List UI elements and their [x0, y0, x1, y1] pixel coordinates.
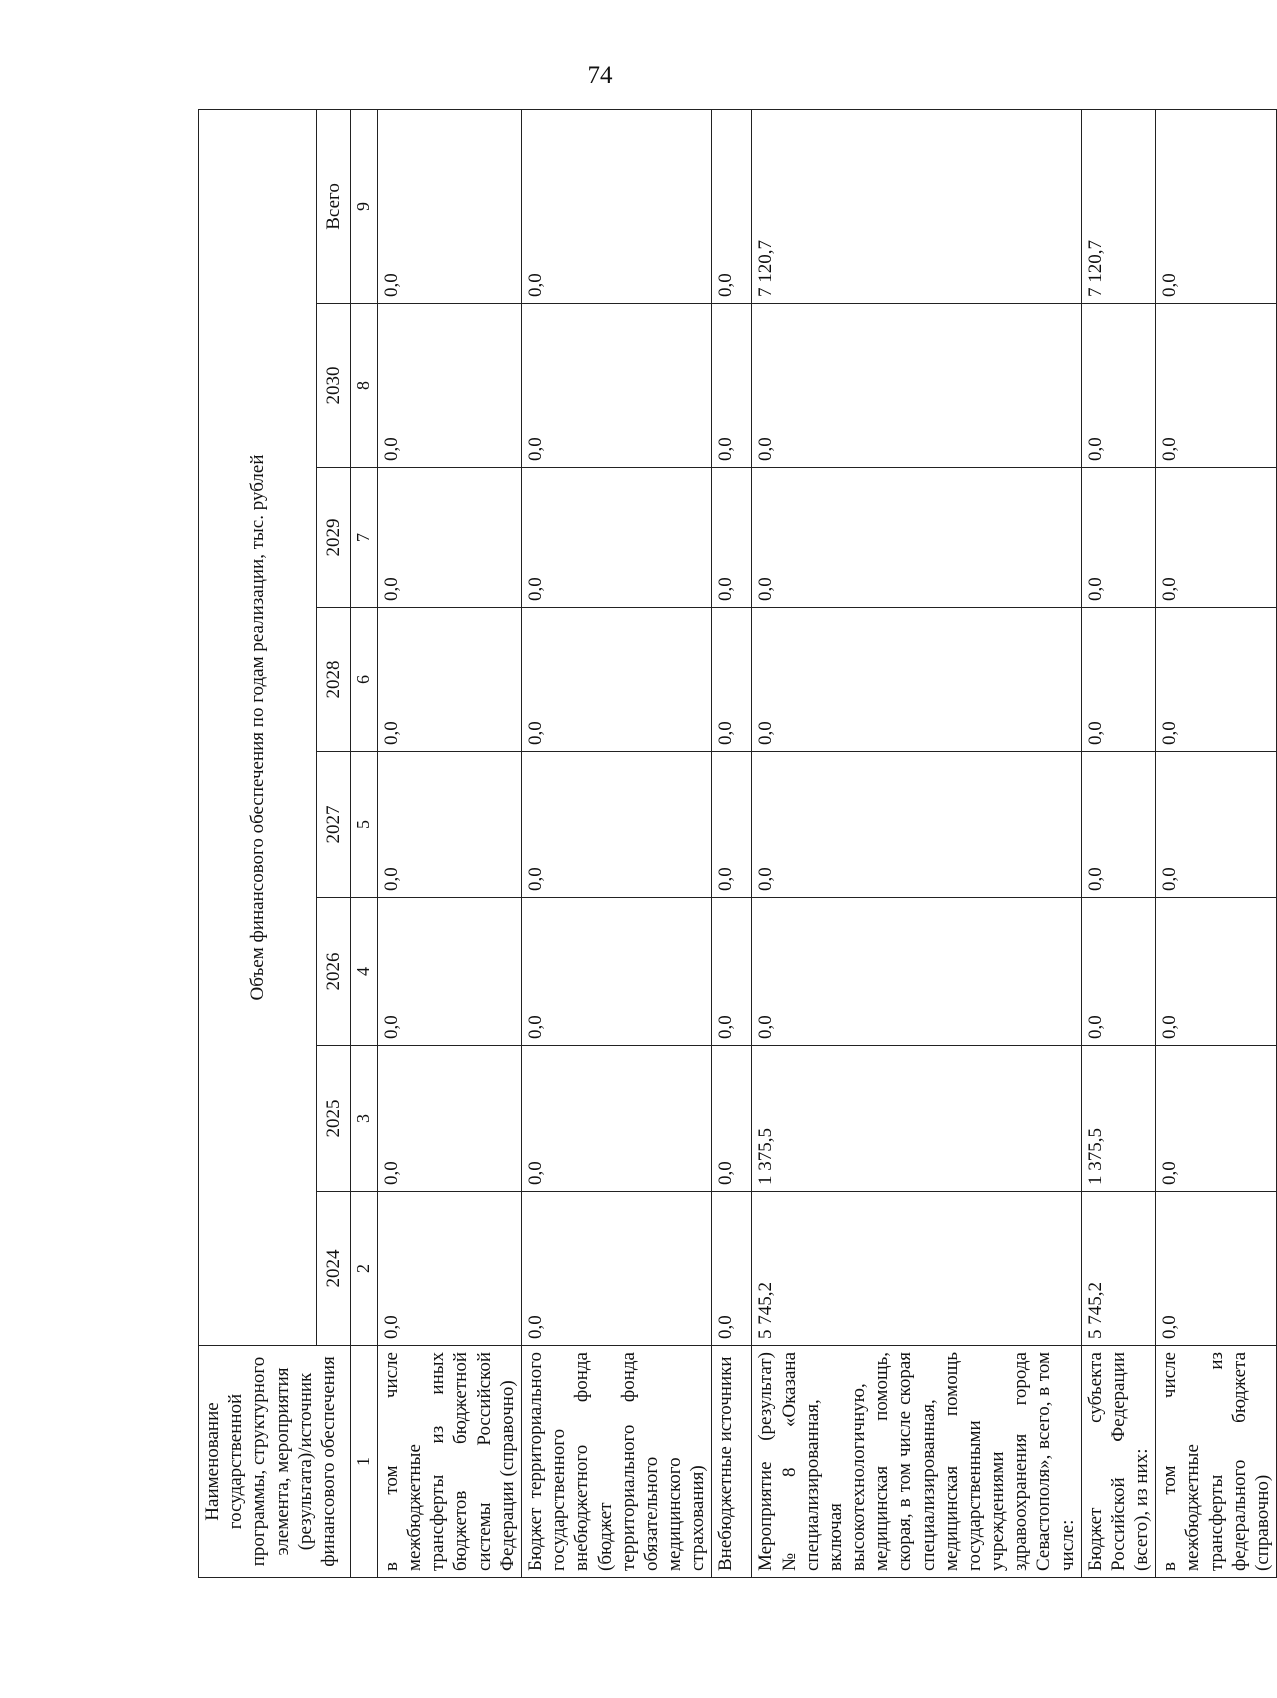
total-cell: 0,0: [1156, 109, 1277, 303]
row-name: Бюджет территориального государственного внебюджетного фонда (бюджет территориального фонда обязательного медицинского страхования): [521, 1346, 711, 1578]
name-header: Наименование государственной программы, структурного элемента, мероприятия (результата)/источник финансового обеспечения: [199, 1346, 351, 1578]
value-cell: 0,0: [521, 1046, 711, 1192]
value-cell: 0,0: [712, 608, 752, 752]
value-cell: 0,0: [1156, 608, 1277, 752]
value-cell: 0,0: [377, 898, 521, 1046]
year-header: 2030: [317, 304, 351, 468]
value-cell: 0,0: [712, 898, 752, 1046]
total-cell: 7 120,7: [752, 109, 1081, 303]
year-header: 2025: [317, 1046, 351, 1192]
column-number-row: [351, 109, 378, 1577]
table-row: [712, 109, 752, 1577]
value-cell: 0,0: [377, 608, 521, 752]
value-cell: 0,0: [377, 468, 521, 608]
column-number: 6: [351, 608, 378, 752]
value-cell: 5 745,2: [1081, 1192, 1156, 1346]
column-number: 4: [351, 898, 378, 1046]
value-cell: 0,0: [752, 468, 1081, 608]
value-cell: 1 375,5: [1081, 1046, 1156, 1192]
column-number: 8: [351, 304, 378, 468]
column-number: 5: [351, 752, 378, 898]
column-number: 9: [351, 109, 378, 303]
column-number: 7: [351, 468, 378, 608]
financing-table: [198, 109, 1277, 1578]
value-cell: 1 375,5: [752, 1046, 1081, 1192]
value-cell: 5 745,2: [752, 1192, 1081, 1346]
row-name: Внебюджетные источники: [712, 1346, 752, 1578]
value-cell: 0,0: [377, 1046, 521, 1192]
table-row: [521, 109, 711, 1577]
column-number: 1: [351, 1346, 378, 1578]
value-cell: 0,0: [1156, 468, 1277, 608]
value-cell: 0,0: [1081, 898, 1156, 1046]
column-number: 3: [351, 1046, 378, 1192]
value-cell: 0,0: [712, 468, 752, 608]
rotated-table-wrapper: [198, 110, 1273, 1578]
value-cell: 0,0: [521, 752, 711, 898]
total-cell: 0,0: [377, 109, 521, 303]
value-cell: 0,0: [1156, 304, 1277, 468]
value-cell: 0,0: [1081, 752, 1156, 898]
total-header: Всего: [317, 109, 351, 303]
total-cell: 0,0: [521, 109, 711, 303]
value-cell: 0,0: [1156, 1192, 1277, 1346]
year-header: 2027: [317, 752, 351, 898]
value-cell: 0,0: [1081, 304, 1156, 468]
value-cell: 0,0: [1156, 898, 1277, 1046]
value-cell: 0,0: [1081, 468, 1156, 608]
row-name: в том числе межбюджетные трансферты из федерального бюджета (справочно): [1156, 1346, 1277, 1578]
value-cell: 0,0: [521, 608, 711, 752]
volume-header: Объем финансового обеспечения по годам реализации, тыс. рублей: [199, 109, 317, 1345]
table-row: [1156, 109, 1277, 1577]
value-cell: 0,0: [712, 752, 752, 898]
column-number: 2: [351, 1192, 378, 1346]
value-cell: 0,0: [712, 304, 752, 468]
row-name: Мероприятие (результат) № 8 «Оказана специализированная, включая высокотехнологичную, медицинская помощь, скорая, в том числе скорая специализированная, медицинская помощь государственными учреждениями здравоохранения города Севастополя», всего, в том числе:: [752, 1346, 1081, 1578]
value-cell: 0,0: [377, 304, 521, 468]
value-cell: 0,0: [712, 1192, 752, 1346]
value-cell: 0,0: [752, 304, 1081, 468]
value-cell: 0,0: [712, 1046, 752, 1192]
table-row: [1081, 109, 1156, 1577]
value-cell: 0,0: [377, 752, 521, 898]
row-name: в том числе межбюджетные трансферты из иных бюджетов бюджетной системы Российской Федерации (справочно): [377, 1346, 521, 1578]
value-cell: 0,0: [521, 898, 711, 1046]
value-cell: 0,0: [752, 608, 1081, 752]
year-header: 2026: [317, 898, 351, 1046]
value-cell: 0,0: [1156, 752, 1277, 898]
year-header: 2029: [317, 468, 351, 608]
total-cell: 0,0: [712, 109, 752, 303]
row-name: Бюджет субъекта Российской Федерации (всего), из них:: [1081, 1346, 1156, 1578]
value-cell: 0,0: [521, 468, 711, 608]
page-number: 74: [587, 62, 613, 89]
value-cell: 0,0: [521, 1192, 711, 1346]
value-cell: 0,0: [752, 898, 1081, 1046]
value-cell: 0,0: [521, 304, 711, 468]
table-row: [377, 109, 521, 1577]
value-cell: 0,0: [1156, 1046, 1277, 1192]
table-row: [752, 109, 1081, 1577]
value-cell: 0,0: [752, 752, 1081, 898]
year-header: 2024: [317, 1192, 351, 1346]
value-cell: 0,0: [1081, 608, 1156, 752]
year-header: 2028: [317, 608, 351, 752]
total-cell: 7 120,7: [1081, 109, 1156, 303]
value-cell: 0,0: [377, 1192, 521, 1346]
